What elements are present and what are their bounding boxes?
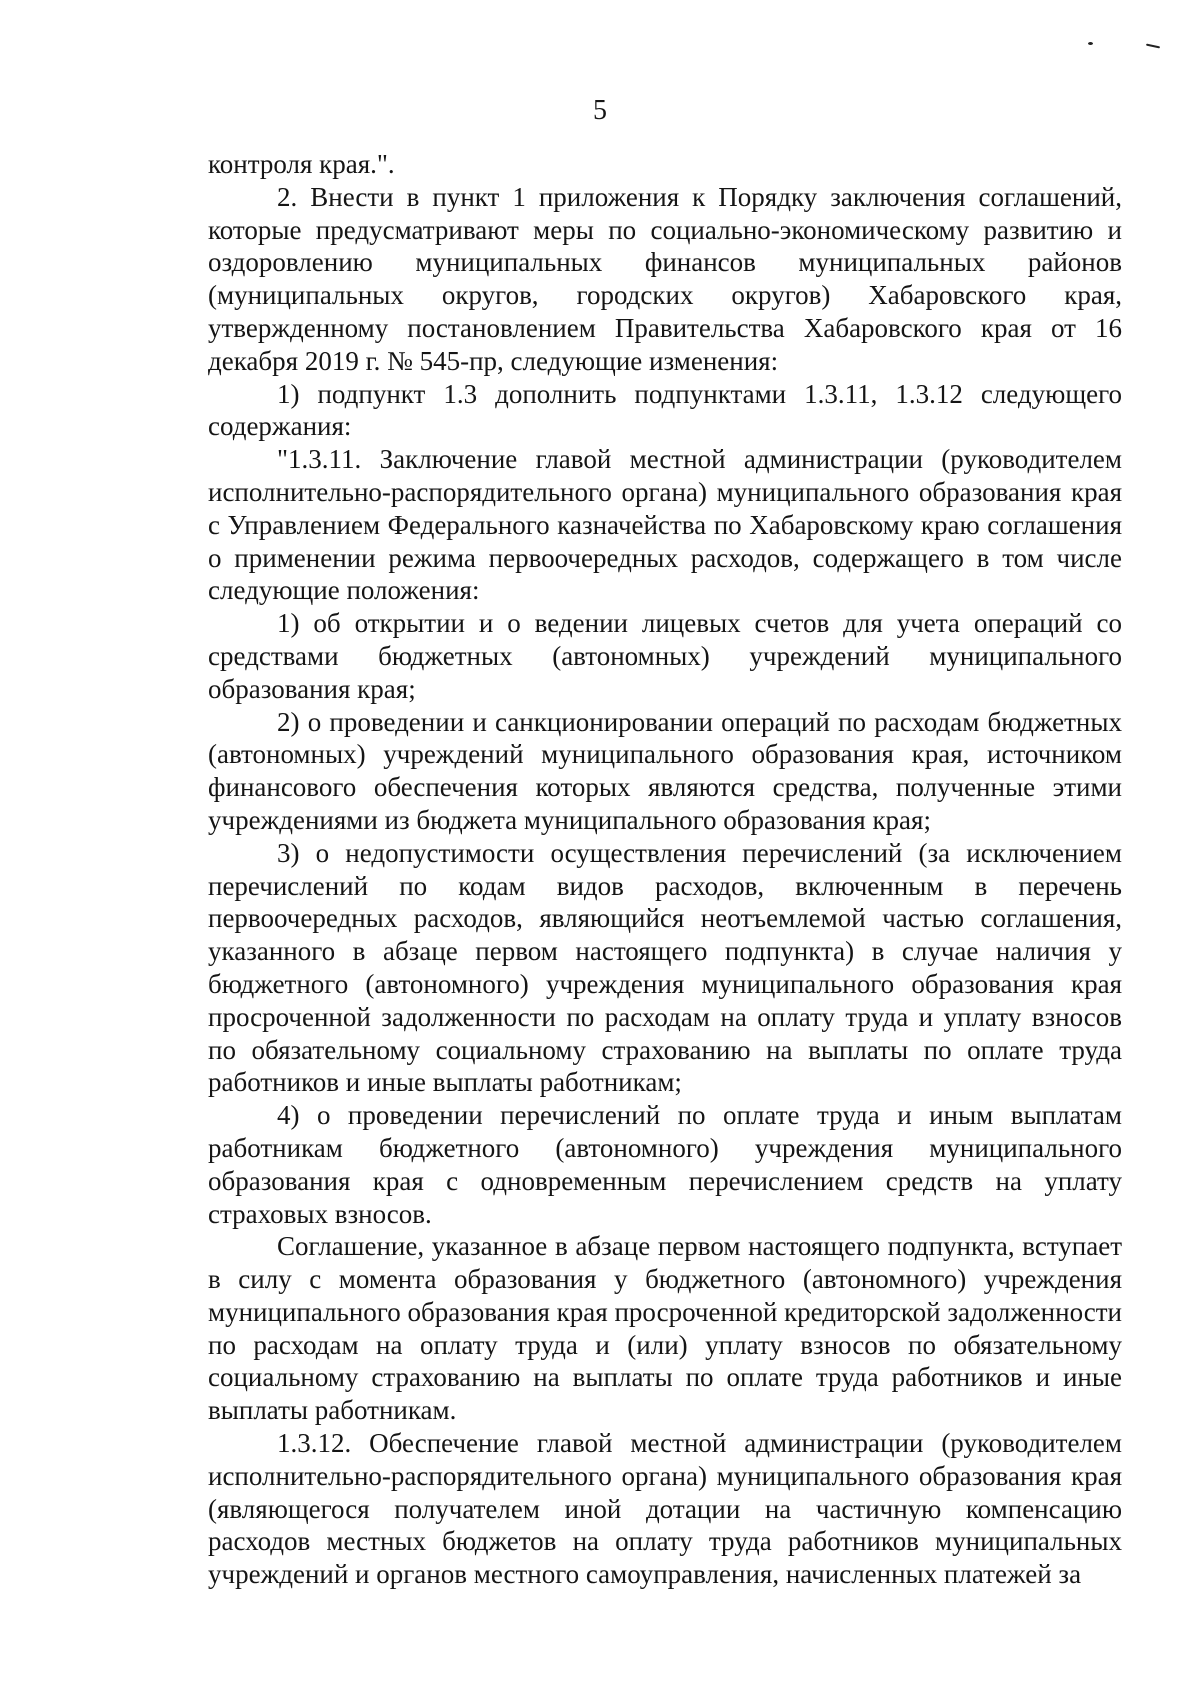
paragraph-provision-1: 1) об открытии и о ведении лицевых счетов для учета операций со средствами бюджетных (автономных) учреждений муниципального образования края;	[208, 608, 1122, 704]
paragraph-1-3-12: 1.3.12. Обеспечение главой местной администрации (руководителем исполнительно-распорядительного органа) муниципального образования края (являющегося получателем иной дотации на частичную компенсацию расходов местных бюджетов на оплату труда работников муниципальных учреждений и органов местного самоуправления, начисленных платежей за	[208, 1428, 1122, 1590]
paragraph-subitem-1: 1) подпункт 1.3 дополнить подпунктами 1.3.11, 1.3.12 следующего содержания:	[208, 378, 1122, 442]
paragraph-provision-4: 4) о проведении перечислений по оплате труда и иным выплатам работникам бюджетного (автономного) учреждения муниципального образования края с одновременным перечислением средств на уплату страховых взносов.	[208, 1100, 1122, 1229]
paragraph-agreement: Соглашение, указанное в абзаце первом настоящего подпункта, вступает в силу с момента образования у бюджетного (автономного) учреждения муниципального образования края просроченной кредиторской задолженности по расходам на оплату труда и (или) уплату взносов по обязательному социальному страхованию на выплаты по оплате труда работников и иные выплаты работникам.	[208, 1231, 1122, 1426]
scan-speck	[1088, 42, 1093, 45]
paragraph-item-2: 2. Внести в пункт 1 приложения к Порядку заключения соглашений, которые предусматривают меры по социально-экономическому развитию и оздоровлению муниципальных финансов муниципальных районов (муниципальных округов, городских округов) Хабаровского края, утвержденному постановлением Правительства Хабаровского края от 16 декабря 2019 г. № 545-пр, следующие изменения:	[208, 181, 1122, 376]
paragraph-continuation: контроля края.".	[208, 149, 395, 179]
scan-speck	[1146, 44, 1160, 49]
page-number: 5	[593, 95, 607, 126]
document-body	[208, 148, 1122, 1591]
paragraph-provision-2: 2) о проведении и санкционировании операций по расходам бюджетных (автономных) учреждений муниципального образования края, источником финансового обеспечения которых являются средства, полученные этими учреждениями из бюджета муниципального образования края;	[208, 706, 1122, 835]
paragraph-1-3-11: "1.3.11. Заключение главой местной администрации (руководителем исполнительно-распорядительного органа) муниципального образования края с Управлением Федерального казначейства по Хабаровскому краю соглашения о применении режима первоочередных расходов, содержащего в том числе следующие положения:	[208, 444, 1122, 606]
paragraph-provision-3: 3) о недопустимости осуществления перечислений (за исключением перечислений по кодам видов расходов, включенным в перечень первоочередных расходов, являющийся неотъемлемой частью соглашения, указанного в абзаце первом настоящего подпункта) в случае наличия у бюджетного (автономного) учреждения муниципального образования края просроченной задолженности по расходам на оплату труда и уплату взносов по обязательному социальному страхованию на выплаты по оплате труда работников и иные выплаты работникам;	[208, 837, 1122, 1098]
